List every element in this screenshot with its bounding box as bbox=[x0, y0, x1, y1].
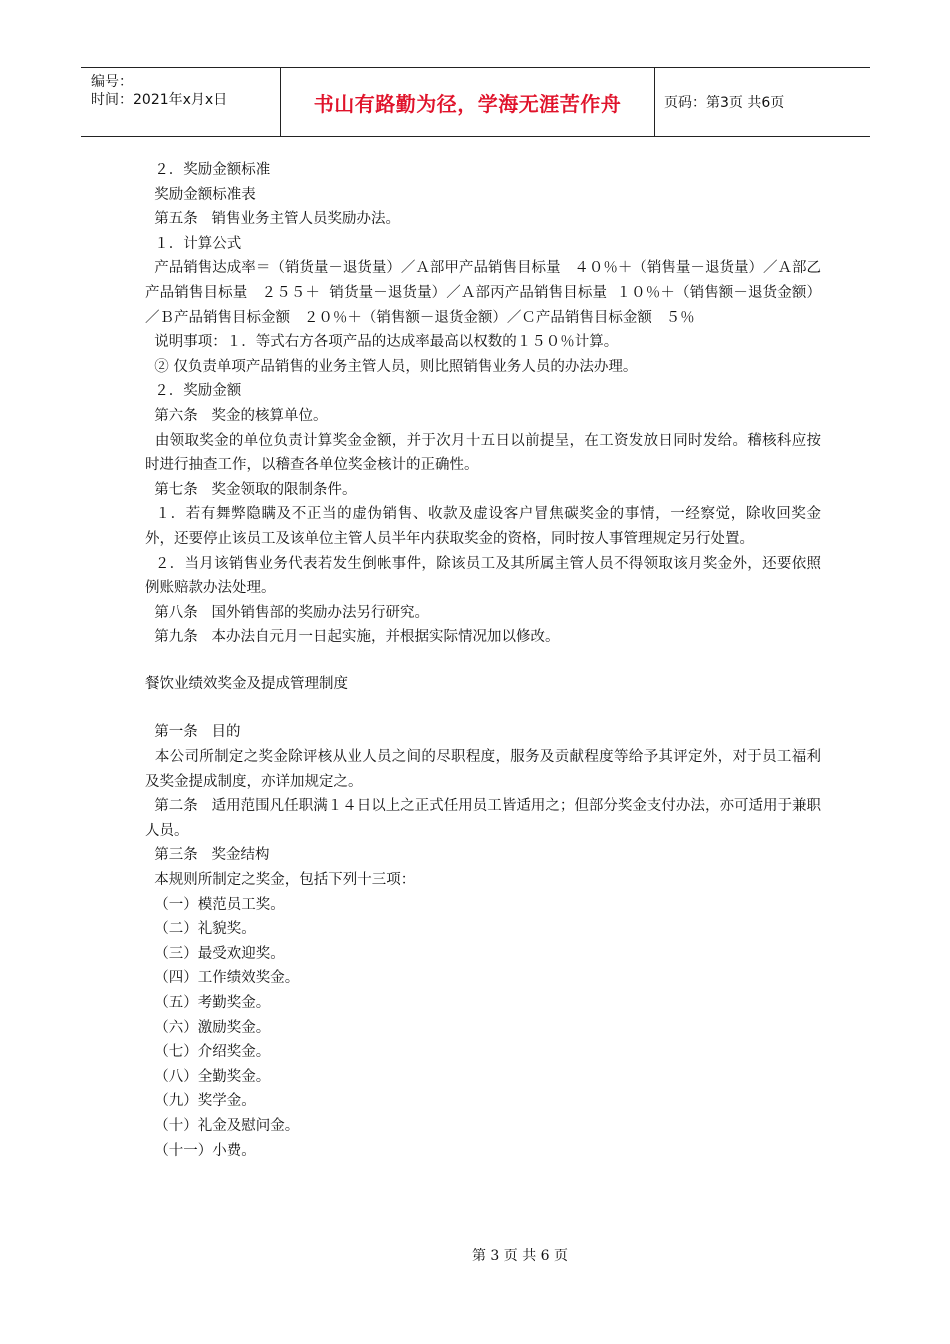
header-meta bbox=[81, 68, 281, 136]
article-heading: 第八条 国外销售部的奖励办法另行研究。 bbox=[145, 604, 430, 621]
page-footer: 第 3 页 共 6 页 bbox=[471, 1248, 569, 1264]
paragraph: 本规则所制定之奖金，包括下列十三项： bbox=[145, 872, 416, 889]
document-number: 编号： bbox=[91, 74, 133, 90]
list-item: （五）考勤奖金。 bbox=[145, 995, 271, 1011]
header-motto: 书山有路勤为径，学海无涯苦作舟 bbox=[313, 91, 622, 116]
list-item: （三）最受欢迎奖。 bbox=[145, 945, 285, 962]
paragraph: ２．当月该销售业务代表若发生倒帐事件，除该员工及其所属主管人员不得领取该月奖金外，还要依照例账赔款办法处理。 bbox=[145, 555, 821, 597]
page-header bbox=[81, 67, 870, 137]
paragraph: １．若有舞弊隐瞒及不正当的虚伪销售、收款及虚设客户冒焦碳奖金的事情，一经察觉，除收回奖金外，还要停止该员工及该单位主管人员半年内获取奖金的资格，同时按人事管理规定另行处置。 bbox=[145, 506, 821, 547]
list-item: （八）全勤奖金。 bbox=[145, 1068, 271, 1085]
header-motto-cell bbox=[281, 68, 655, 136]
list-item: （六）激励奖金。 bbox=[145, 1019, 271, 1036]
list-item: （十）礼金及慰问金。 bbox=[145, 1117, 300, 1134]
document-date: 时间：2021年x月x日 bbox=[91, 92, 228, 108]
list-item: （二）礼貌奖。 bbox=[145, 921, 256, 938]
article-heading: 第二条 适用范围凡任职满１４日以上之正式任用员工皆适用之；但部分奖金支付办法，亦可适用于兼职人员。 bbox=[145, 798, 822, 839]
header-page-number: 页码：第3页 共6页 bbox=[664, 95, 785, 111]
article-heading: 第九条 本办法自元月一日起实施，并根据实际情况加以修改。 bbox=[145, 629, 560, 646]
list-item: （九）奖学金。 bbox=[145, 1093, 256, 1110]
paragraph: ② 仅负责单项产品销售的业务主管人员，则比照销售业务人员的办法办理。 bbox=[145, 358, 638, 375]
paragraph: ２．奖励金额 bbox=[145, 383, 242, 400]
paragraph: 由领取奖金的单位负责计算奖金金额，并于次月十五日以前提呈，在工资发放日同时发给。稽核科应按时进行抽查工作，以稽查各单位奖金核计的正确性。 bbox=[145, 432, 821, 474]
list-item: （七）介绍奖金。 bbox=[145, 1044, 271, 1061]
section-title: 餐饮业绩效奖金及提成管理制度 bbox=[145, 675, 348, 692]
paragraph: ２．奖励金额标准 bbox=[145, 162, 271, 178]
article-heading: 第五条 销售业务主管人员奖励办法。 bbox=[145, 211, 401, 228]
paragraph: １．计算公式 bbox=[145, 235, 242, 252]
paragraph: 本公司所制定之奖金除评核从业人员之间的尽职程度，服务及贡献程度等给予其评定外，对于员工福利及奖金提成制度，亦详加规定之。 bbox=[145, 749, 821, 790]
article-heading: 第三条 奖金结构 bbox=[145, 847, 270, 864]
article-heading: 第七条 奖金领取的限制条件。 bbox=[145, 481, 357, 498]
paragraph: 奖励金额标准表 bbox=[145, 186, 256, 203]
list-item: （四）工作绩效奖金。 bbox=[145, 970, 300, 987]
document-body bbox=[145, 158, 821, 1163]
list-item: （十一）小费。 bbox=[145, 1142, 256, 1159]
list-item: （一）模范员工奖。 bbox=[145, 896, 285, 913]
article-heading: 第六条 奖金的核算单位。 bbox=[145, 407, 328, 424]
paragraph: 说明事项：１．等式右方各项产品的达成率最高以权数的１５０％计算。 bbox=[145, 334, 619, 351]
formula-paragraph: 产品销售达成率＝（销货量－退货量）／Ａ部甲产品销售目标量 ４０％＋（销售量－退货量）／Ａ部乙产品销售目标量 ２５５＋ 销货量－退货量）／Ａ部丙产品销售目标量 １０％＋（销售额－退货金额）／Ｂ产品销售目标金额 ２０％＋（销售额－退货金额）／Ｃ产品销售目标金额 ５％ bbox=[145, 260, 822, 326]
article-heading: 第一条 目的 bbox=[145, 724, 241, 741]
